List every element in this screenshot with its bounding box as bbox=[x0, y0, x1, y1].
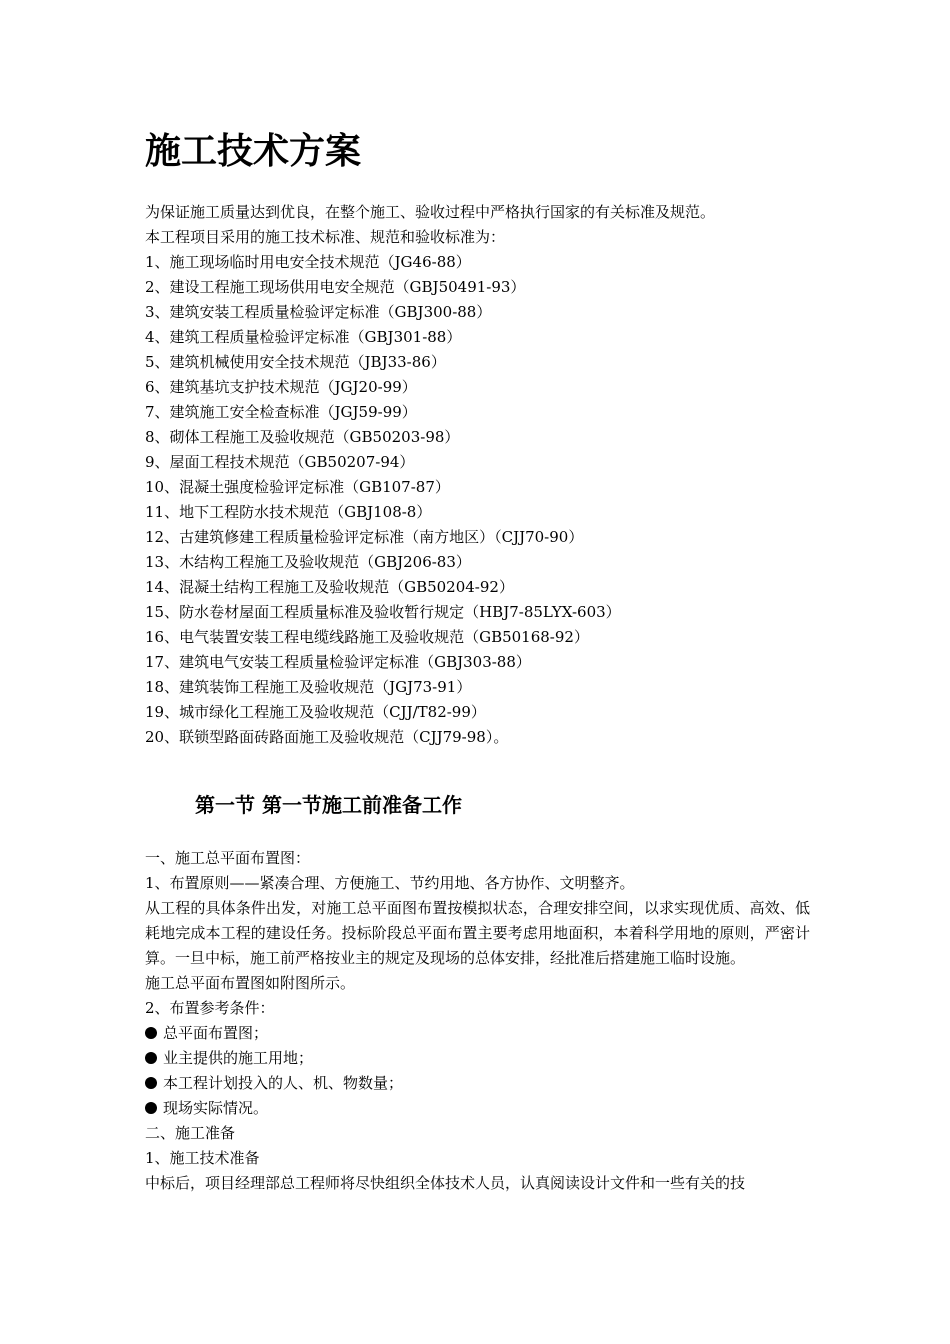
layout-principle: 1、布置原则——紧凑合理、方便施工、节约用地、各方协作、文明整齐。 bbox=[145, 874, 635, 892]
tech-prep-text: 中标后，项目经理部总工程师将尽快组织全体技术人员，认真阅读设计文件和一些有关的技 bbox=[145, 1174, 746, 1192]
document-title: 施工技术方案 bbox=[145, 131, 362, 172]
standard-item: 4、建筑工程质量检验评定标准（GBJ301-88） bbox=[145, 328, 462, 346]
standard-item: 8、砌体工程施工及验收规范（GB50203-98） bbox=[145, 428, 460, 446]
condition-text: 本工程计划投入的人、机、物数量； bbox=[163, 1074, 404, 1092]
standards-list bbox=[145, 250, 810, 750]
condition-item bbox=[145, 1021, 810, 1046]
condition-text: 业主提供的施工用地； bbox=[163, 1049, 314, 1067]
standard-item: 20、联锁型路面砖路面施工及验收规范（CJJ79-98）。 bbox=[145, 728, 509, 746]
standard-item: 12、古建筑修建工程质量检验评定标准（南方地区）（CJJ70-90） bbox=[145, 528, 584, 546]
conditions-heading: 2、布置参考条件： bbox=[145, 999, 275, 1017]
standard-item: 19、城市绿化工程施工及验收规范（CJJ/T82-99） bbox=[145, 703, 486, 721]
attachment-note: 施工总平面布置图如附图所示。 bbox=[145, 974, 356, 992]
section-heading: 第一节 第一节施工前准备工作 bbox=[195, 793, 462, 817]
condition-text: 现场实际情况。 bbox=[163, 1099, 269, 1117]
condition-text: 总平面布置图； bbox=[163, 1024, 269, 1042]
condition-item bbox=[145, 1096, 810, 1121]
bullet-icon bbox=[145, 1077, 157, 1089]
intro-line: 为保证施工质量达到优良，在整个施工、验收过程中严格执行国家的有关标准及规范。 bbox=[145, 203, 716, 221]
bullet-icon bbox=[145, 1052, 157, 1064]
bullet-icon bbox=[145, 1102, 157, 1114]
standard-item: 6、建筑基坑支护技术规范（JGJ20-99） bbox=[145, 378, 417, 396]
standard-item: 10、混凝土强度检验评定标准（GB107-87） bbox=[145, 478, 450, 496]
conditions-list bbox=[145, 1021, 810, 1121]
standard-item: 5、建筑机械使用安全技术规范（JBJ33-86） bbox=[145, 353, 446, 371]
standard-item: 16、电气装置安装工程电缆线路施工及验收规范（GB50168-92） bbox=[145, 628, 589, 646]
condition-item bbox=[145, 1046, 810, 1071]
standard-item: 14、混凝土结构工程施工及验收规范（GB50204-92） bbox=[145, 578, 514, 596]
subsection-heading: 二、施工准备 bbox=[145, 1124, 236, 1142]
standard-item: 7、建筑施工安全检查标准（JGJ59-99） bbox=[145, 403, 417, 421]
layout-paragraph: 从工程的具体条件出发，对施工总平面图布置按模拟状态，合理安排空间，以求实现优质、高效、低耗地完成本工程的建设任务。投标阶段总平面布置主要考虑用地面积，本着科学用地的原则，严密计算。一旦中标，施工前严格按业主的规定及现场的总体安排，经批准后搭建施工临时设施。 bbox=[145, 899, 810, 967]
standard-item: 15、防水卷材屋面工程质量标准及验收暂行规定（HBJ7-85LYX-603） bbox=[145, 603, 621, 621]
standard-item: 3、建筑安装工程质量检验评定标准（GBJ300-88） bbox=[145, 303, 492, 321]
subsection-heading: 一、施工总平面布置图： bbox=[145, 849, 311, 867]
standard-item: 9、屋面工程技术规范（GB50207-94） bbox=[145, 453, 415, 471]
standard-item: 13、木结构工程施工及验收规范（GBJ206-83） bbox=[145, 553, 471, 571]
condition-item bbox=[145, 1071, 810, 1096]
standard-item: 2、建设工程施工现场供用电安全规范（GBJ50491-93） bbox=[145, 278, 526, 296]
tech-prep-heading: 1、施工技术准备 bbox=[145, 1149, 260, 1167]
intro-line: 本工程项目采用的施工技术标准、规范和验收标准为： bbox=[145, 228, 506, 246]
section-spacer bbox=[145, 750, 810, 790]
standard-item: 11、地下工程防水技术规范（GBJ108-8） bbox=[145, 503, 432, 521]
document-content bbox=[145, 126, 810, 1196]
standard-item: 1、施工现场临时用电安全技术规范（JG46-88） bbox=[145, 253, 471, 271]
standard-item: 17、建筑电气安装工程质量检验评定标准（GBJ303-88） bbox=[145, 653, 531, 671]
standard-item: 18、建筑装饰工程施工及验收规范（JGJ73-91） bbox=[145, 678, 472, 696]
bullet-icon bbox=[145, 1027, 157, 1039]
